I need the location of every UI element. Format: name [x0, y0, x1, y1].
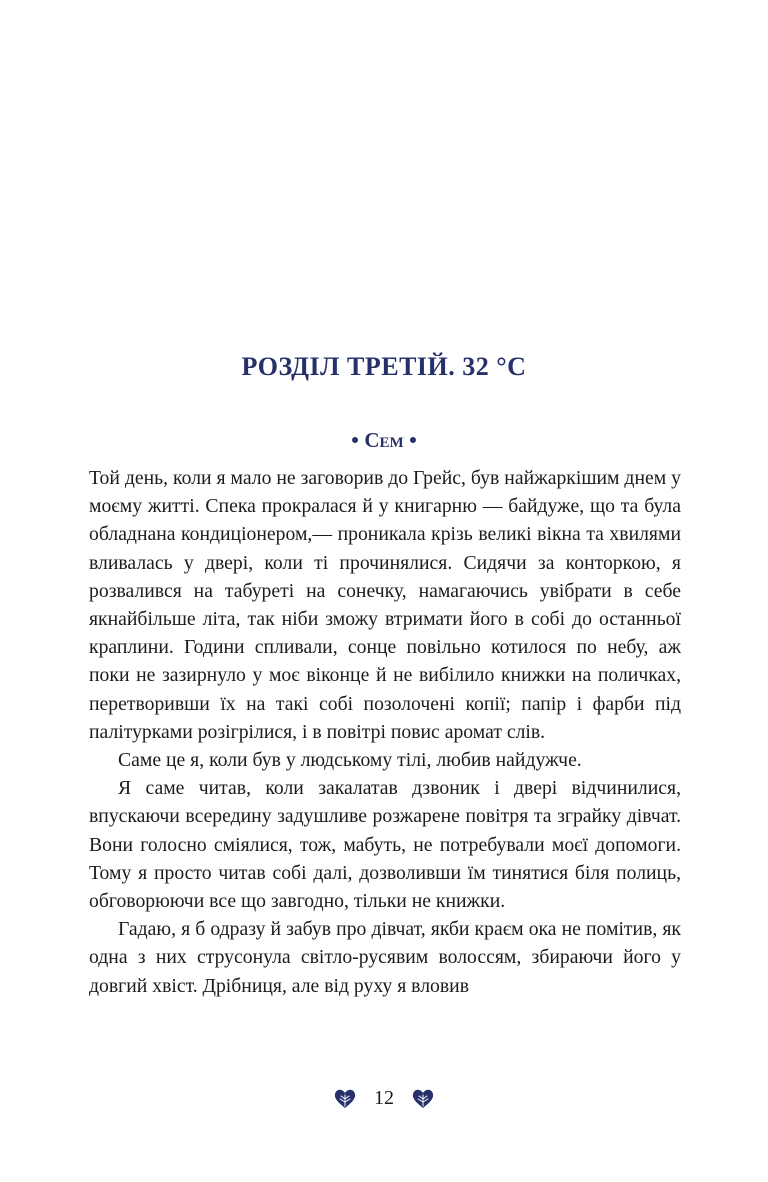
bullet-icon [352, 437, 358, 443]
narrator-name: Сем [364, 428, 404, 452]
paragraph: Я саме читав, коли закалатав дзвоник і двері відчинилися, впускаючи всередину задушливе розжарене повітря та зграйку дівчат. Вони голосно сміялися, тож, мабуть, не потребували моєї допомоги. Тому я просто читав собі далі, дозволивши їм тинятися біля полиць, обговорюючи все що завгодно, тільки не книжки. [89, 777, 681, 913]
page-number: 12 [374, 1086, 394, 1109]
page-footer [0, 1084, 768, 1112]
heart-leaf-icon [411, 1086, 435, 1110]
chapter-title: РОЗДІЛ ТРЕТІЙ. 32 °C [241, 352, 527, 381]
paragraph: Той день, коли я мало не заговорив до Грейс, був найжаркішим днем у моєму житті. Спека прокралася й у книгарню — байдуже, що та була обладнана кондиціонером,— проникала крізь великі вікна та хвилями вливалась у двері, коли ті прочинялися. Сидячи за конторкою, я розвалився на табуреті на сонечку, намагаючись увібрати в себе якнайбільше літа, так ніби зможу втримати його в собі до останньої краплини. Години спливали, сонце повільно котилося по небу, аж поки не зазирнуло у моє віконце й не вибілило книжки на поличках, перетворивши їх на такі собі позолочені копії; папір і фарби під палітурками розігрілися, і в повітрі повис аромат слів. [89, 467, 681, 743]
paragraph: Саме це я, коли був у людському тілі, любив найдужче. [118, 749, 582, 772]
paragraph: Гадаю, я б одразу й забув про дівчат, якби краєм ока не помітив, як одна з них струсонула світло-русявим волоссям, збираючи його у довгий хвіст. Дрібниця, але від руху я вловив [89, 918, 681, 997]
narrator-heading [0, 428, 768, 453]
heart-leaf-icon [333, 1086, 357, 1110]
body-text [89, 464, 681, 1000]
bullet-icon [410, 437, 416, 443]
